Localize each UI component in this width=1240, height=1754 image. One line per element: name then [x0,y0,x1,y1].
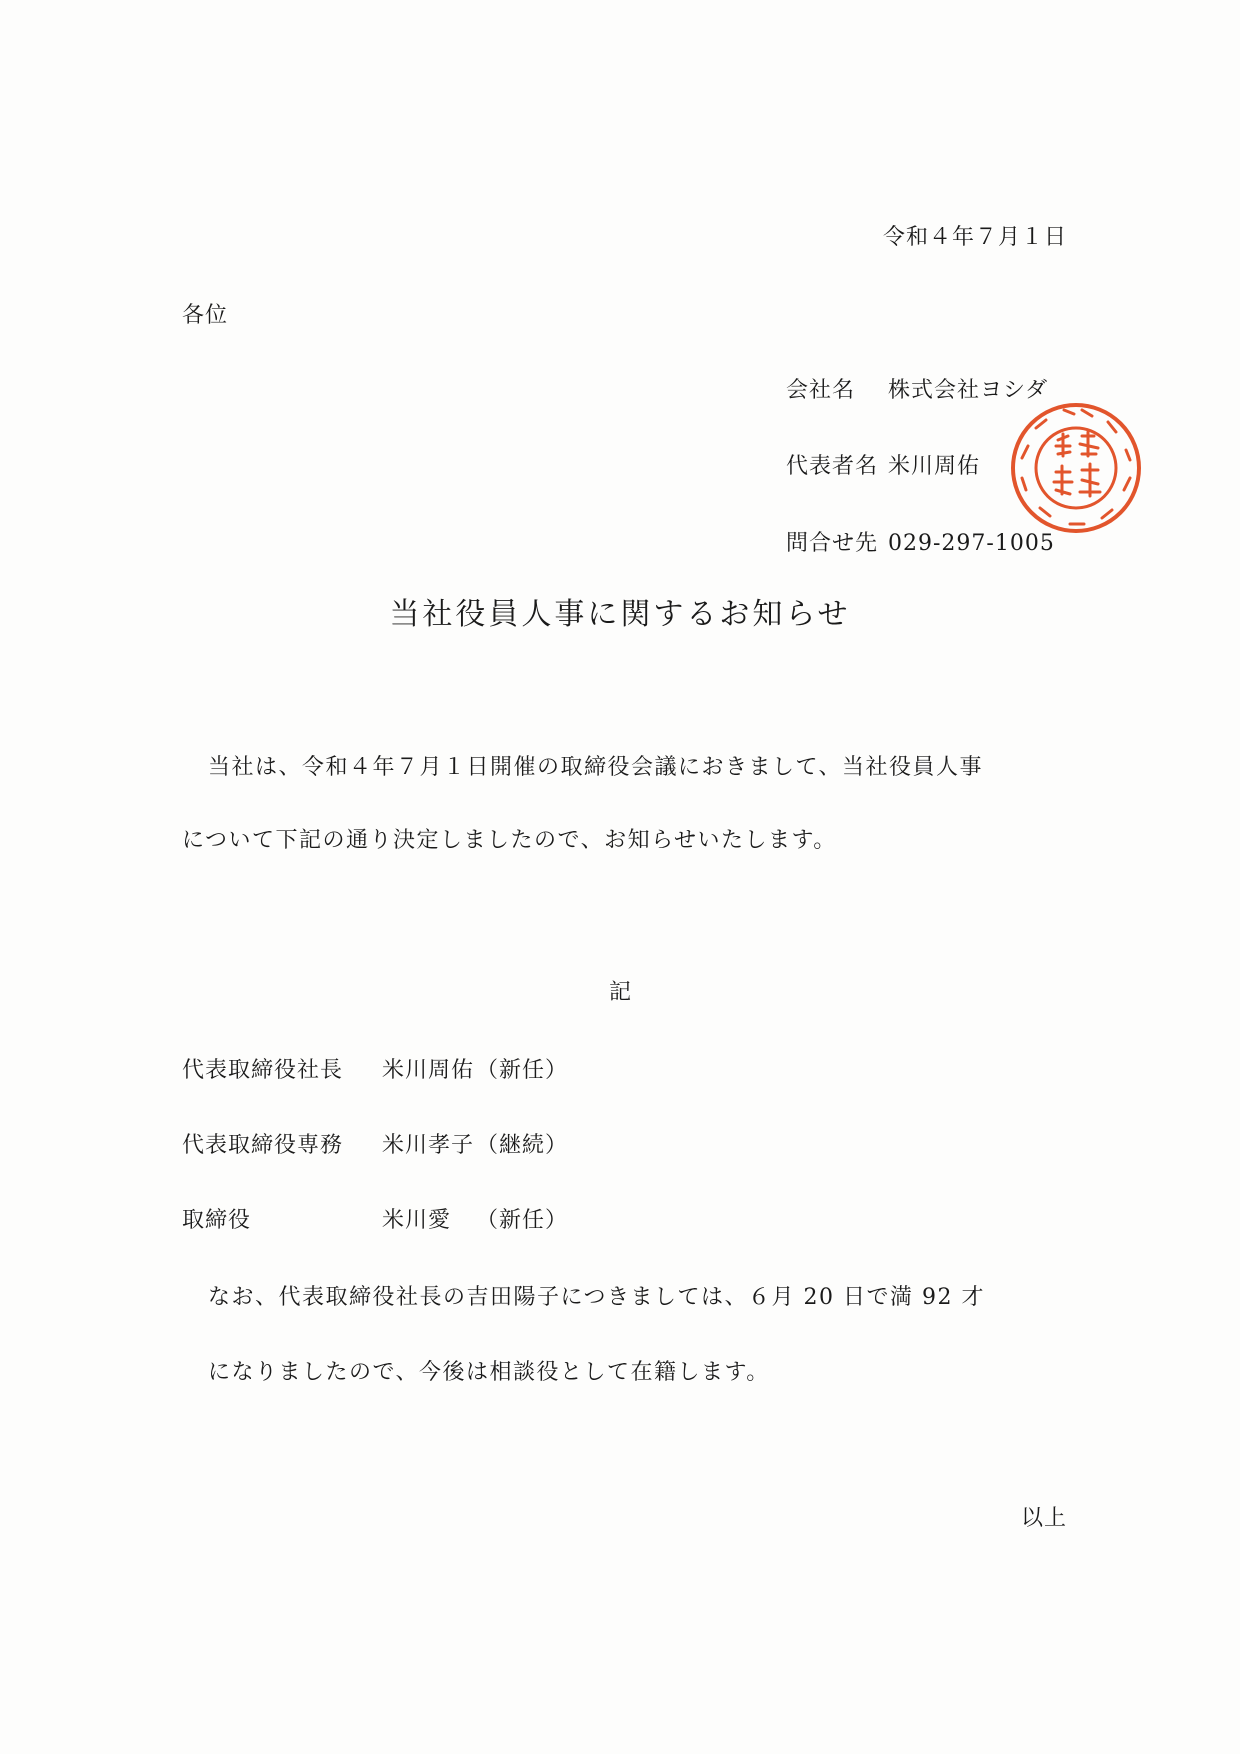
seal-glyph-3 [1054,466,1072,494]
document-date: 令和４年７月１日 [882,225,1067,250]
note-line: なお、代表取締役社長の吉田陽子につきましては、６月 20 日で満 92 才 [208,1285,986,1310]
seal-glyph-1 [1056,434,1070,456]
officer-name: 米川孝子 [382,1133,475,1158]
officer-position: 代表取締役社長 [182,1058,344,1083]
representative-name: 米川周佑 [888,454,981,479]
document-title: 当社役員人事に関するお知らせ [389,597,851,632]
recipient: 各位 [182,303,229,328]
ki-heading: 記 [608,980,631,1005]
seal-inner-ring [1036,428,1116,508]
closing-mark: 以上 [1020,1506,1067,1531]
seal-glyph-4 [1080,464,1100,496]
officer-position: 代表取締役専務 [182,1133,344,1158]
contact-label: 問合せ先 [786,531,879,556]
officer-name: 米川愛 [382,1208,452,1233]
seal-strokes [1013,405,1139,531]
seal-glyph-2 [1080,432,1098,456]
officer-status: （新任） [476,1208,569,1233]
body-paragraph-line: 当社は、令和４年７月１日開催の取締役会議におきまして、当社役員人事 [208,755,984,780]
officer-position: 取締役 [182,1208,252,1233]
officer-status: （新任） [476,1058,569,1083]
company-seal-graphic [1006,398,1146,538]
officer-name: 米川周佑 [382,1058,475,1083]
contact-phone: 029-297-1005 [888,531,1055,556]
company-label: 会社名 [786,378,856,403]
company-seal [1006,398,1146,538]
body-paragraph-line: について下記の通り決定しましたので、お知らせいたします。 [182,828,837,853]
officer-status: （継続） [476,1133,569,1158]
company-name: 株式会社ヨシダ [888,378,1049,403]
note-line: になりましたので、今後は相談役として在籍します。 [208,1360,770,1385]
representative-label: 代表者名 [786,454,879,479]
seal-outer-ring [1013,405,1139,531]
